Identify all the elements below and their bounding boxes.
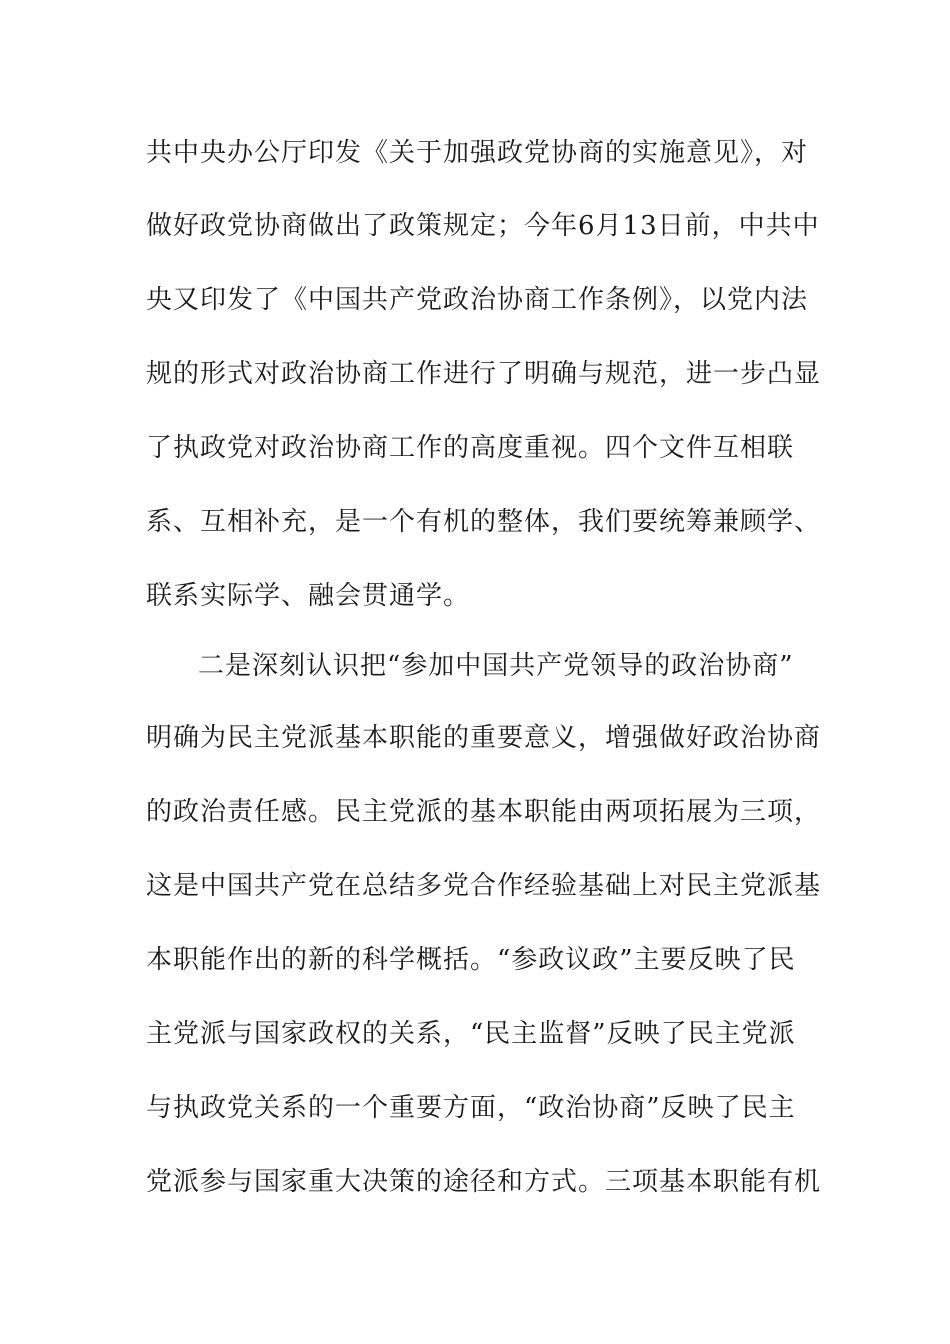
paragraph-first-line: 二是深刻认识把“参加中国共产党领导的政治协商” [198,651,794,681]
text-line: 这是中国共产党在总结多党合作经验基础上对民主党派基 [146,871,822,901]
text-line: 联系实际学、融会贯通学。 [146,581,471,611]
text-line: 共中央办公厅印发《关于加强政党协商的实施意见》，对 [146,138,809,168]
text-line: 明确为民主党派基本职能的重要意义，增强做好政治协商 [146,723,822,753]
text-line: 央又印发了《中国共产党政治协商工作条例》，以党内法 [146,285,809,315]
text-line: 了执政党对政治协商工作的高度重视。四个文件互相联 [146,433,795,463]
text-line: 本职能作出的新的科学概括。“参政议政”主要反映了民 [146,945,796,975]
text-line: 党派参与国家重大决策的途径和方式。三项基本职能有机 [146,1167,822,1197]
text-line: 的政治责任感。民主党派的基本职能由两项拓展为三项， [146,797,822,827]
text-line: 主党派与国家政权的关系，“民主监督”反映了民主党派 [146,1019,796,1049]
text-line: 做好政党协商做出了政策规定；今年6月13日前，中共中 [146,211,820,241]
text-line: 与执政党关系的一个重要方面，“政治协商”反映了民主 [146,1093,796,1123]
text-line: 系、互相补充，是一个有机的整体，我们要统筹兼顾学、 [146,507,822,537]
text-line: 规的形式对政治协商工作进行了明确与规范，进一步凸显 [146,359,822,389]
